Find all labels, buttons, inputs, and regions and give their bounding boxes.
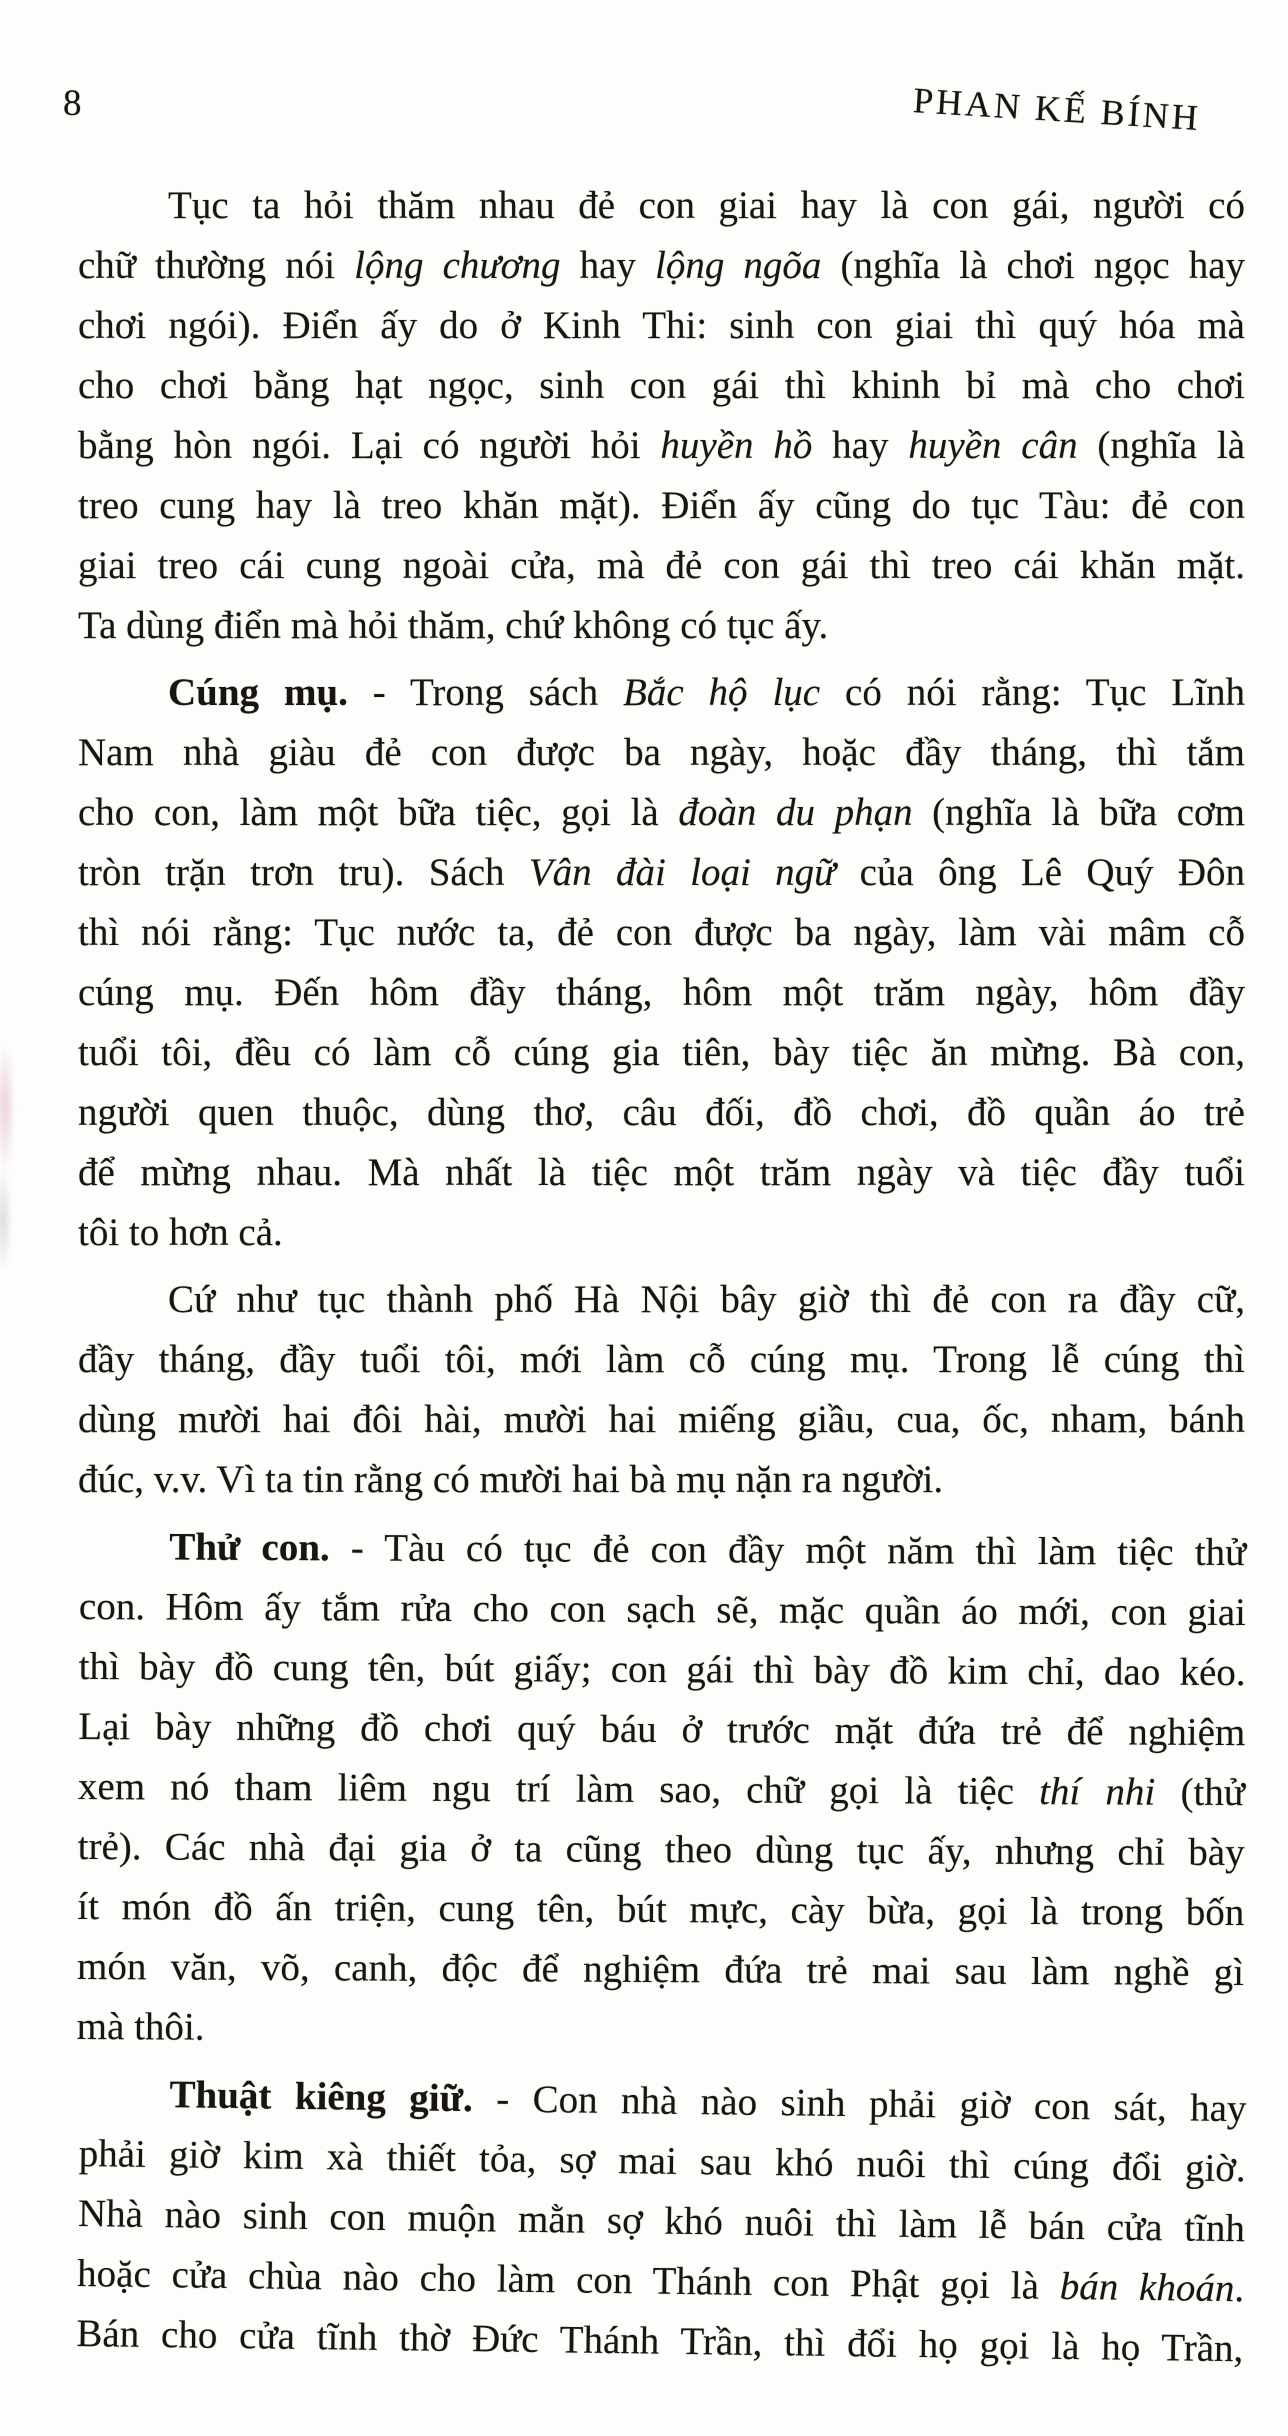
text-segment: Nam nhà giàu đẻ con được ba ngày, hoặc đầy tháng, thì tắm: [78, 731, 1245, 774]
text-segment: cúng mụ. Đến hôm đầy tháng, hôm một trăm ngày, hôm đầy: [78, 971, 1245, 1014]
text-segment: - Con nhà nào sinh phải giờ con sát, hay: [472, 2077, 1247, 2131]
text-segment: xem nó tham liêm ngu trí làm sao, chữ gọi là tiệc: [77, 1765, 1040, 1814]
italic-term: thí nhi: [1039, 1770, 1156, 1814]
text-line: [77, 1997, 1244, 2063]
text-line: [78, 783, 1245, 843]
text-line: [78, 1390, 1245, 1450]
text-segment: chơi ngói). Điển ấy do ở Kinh Thi: sinh con giai thì quý hóa mà: [78, 304, 1245, 347]
text-segment: dùng mười hai đôi hài, mười hai miếng giầu, cua, ốc, nham, bánh: [78, 1398, 1245, 1441]
text-segment: đúc, v.v. Vì ta tin rằng có mười hai bà mụ nặn ra người.: [78, 1458, 944, 1501]
italic-term: lộng chương: [354, 244, 561, 287]
text-line: [78, 476, 1245, 536]
text-line: [78, 723, 1245, 783]
text-line: [78, 1023, 1245, 1083]
running-title: PHAN KẾ BÍNH: [912, 80, 1202, 139]
paragraph: [78, 663, 1245, 1263]
text-segment: đầy tháng, đầy tuổi tôi, mới làm cỗ cúng mụ. Trong lễ cúng thì: [78, 1338, 1245, 1381]
text-line: [78, 843, 1245, 903]
text-line: [78, 536, 1245, 596]
text-segment: Tục ta hỏi thăm nhau đẻ con giai hay là con gái, người có: [168, 184, 1245, 227]
text-line: [78, 296, 1245, 356]
text-line: [78, 416, 1245, 476]
italic-term: lộng ngõa: [654, 244, 822, 287]
text-line: [78, 596, 1245, 656]
text-segment: Ta dùng điển mà hỏi thăm, chứ không có tục ấy.: [78, 604, 829, 647]
text-segment: bằng hòn ngói. Lại có người hỏi: [78, 424, 661, 467]
text-segment: - Tàu có tục đẻ con đầy một năm thì làm tiệc thử: [329, 1526, 1247, 1575]
text-segment: để mừng nhau. Mà nhất là tiệc một trăm ngày và tiệc đầy tuổi: [78, 1151, 1245, 1194]
text-segment: của ông Lê Quý Đôn: [835, 851, 1245, 894]
text-segment: trẻ). Các nhà đại gia ở ta cũng theo dùng tục ấy, nhưng chỉ bày: [77, 1824, 1245, 1875]
text-line: [78, 903, 1245, 963]
text-block: [76, 176, 1247, 2371]
text-line: [78, 1203, 1245, 1263]
text-segment: có nói rằng: Tục Lĩnh: [820, 671, 1245, 714]
text-segment: thì bày đồ cung tên, bút giấy; con gái thì bày đồ kim chỉ, dao kéo.: [78, 1645, 1246, 1695]
text-line: [78, 1083, 1245, 1143]
text-segment: giai treo cái cung ngoài cửa, mà đẻ con gái thì treo cái khăn mặt.: [78, 544, 1245, 587]
text-line: [78, 1637, 1245, 1703]
italic-term: huyền hồ: [660, 424, 813, 467]
paragraph: [78, 1270, 1245, 1510]
text-segment: món văn, võ, canh, độc để nghiệm đứa trẻ mai sau làm nghề gì: [76, 1944, 1245, 1995]
text-line: [79, 1577, 1246, 1643]
text-segment: .: [1234, 2267, 1245, 2311]
text-segment: hoặc cửa chùa nào cho làm con Thánh con Phật gọi là: [76, 2251, 1061, 2308]
scan-smudge: [0, 1165, 12, 1275]
text-segment: Bán cho cửa tĩnh thờ Đức Thánh Trần, thì đổi họ gọi là họ Trần,: [76, 2311, 1244, 2371]
text-line: [79, 1517, 1246, 1583]
text-line: [78, 1757, 1245, 1823]
text-line: [77, 1937, 1244, 2003]
text-segment: phải giờ kim xà thiết tỏa, sợ mai sau khó nuôi thì cúng đổi giờ.: [78, 2132, 1246, 2191]
italic-term: Vân đài loại ngữ: [528, 851, 836, 894]
text-segment: (nghĩa là chơi ngọc hay: [821, 244, 1246, 287]
run-in-heading: Thuật kiêng giữ.: [169, 2073, 474, 2121]
text-segment: thì nói rằng: Tục nước ta, đẻ con được ba ngày, làm vài mâm cỗ: [78, 911, 1245, 954]
italic-term: Bắc hộ lục: [623, 671, 821, 714]
text-segment: con. Hôm ấy tắm rửa cho con sạch sẽ, mặc quần áo mới, con giai: [78, 1585, 1247, 1635]
text-line: [78, 1697, 1245, 1763]
scan-smudge: [0, 1040, 15, 1175]
text-segment: ít món đồ ấn triện, cung tên, bút mực, cày bừa, gọi là trong bốn: [77, 1884, 1245, 1935]
text-line: [78, 236, 1245, 296]
text-segment: (nghĩa là bữa cơm: [912, 791, 1246, 834]
text-segment: chữ thường nói: [78, 244, 355, 287]
text-line: [78, 356, 1245, 416]
paragraph: [78, 176, 1245, 656]
run-in-heading: Thử con.: [169, 1525, 330, 1570]
text-line: [78, 963, 1245, 1023]
text-segment: Lại bày những đồ chơi quý báu ở trước mặt đứa trẻ để nghiệm: [78, 1705, 1246, 1755]
text-segment: Cứ như tục thành phố Hà Nội bây giờ thì đẻ con ra đầy cữ,: [168, 1278, 1245, 1321]
text-line: [78, 1330, 1245, 1390]
italic-term: đoàn du phạn: [678, 791, 913, 834]
paragraph: [76, 2064, 1247, 2379]
paragraph: [77, 1517, 1247, 2063]
text-segment: người quen thuộc, dùng thơ, câu đối, đồ chơi, đồ quần áo trẻ: [78, 1091, 1245, 1134]
italic-term: huyền cân: [908, 424, 1078, 467]
text-segment: treo cung hay là treo khăn mặt). Điển ấy cũng do tục Tàu: đẻ con: [78, 484, 1245, 527]
text-line: [78, 1143, 1245, 1203]
text-segment: cho chơi bằng hạt ngọc, sinh con gái thì khinh bỉ mà cho chơi: [78, 364, 1245, 407]
text-segment: hay: [560, 244, 655, 287]
text-line: [78, 663, 1245, 723]
run-in-heading: Cúng mụ.: [168, 671, 348, 714]
text-line: [78, 176, 1245, 236]
text-segment: tròn trặn trơn tru). Sách: [78, 851, 529, 894]
text-line: [78, 1450, 1245, 1510]
text-segment: hay: [812, 424, 909, 467]
text-segment: Nhà nào sinh con muộn mằn sợ khó nuôi thì làm lễ bán cửa tĩnh: [77, 2192, 1246, 2251]
text-line: [77, 1877, 1244, 1943]
text-segment: tuổi tôi, đều có làm cỗ cúng gia tiên, bày tiệc ăn mừng. Bà con,: [78, 1031, 1245, 1074]
page-number: 8: [63, 83, 82, 124]
text-line: [78, 1817, 1245, 1883]
text-segment: cho con, làm một bữa tiệc, gọi là: [78, 791, 679, 834]
text-segment: - Trong sách: [347, 671, 624, 714]
italic-term: bán khoán: [1059, 2264, 1235, 2311]
text-line: [78, 1270, 1245, 1330]
text-segment: (thử: [1155, 1770, 1246, 1815]
text-segment: tôi to hơn cả.: [78, 1211, 283, 1254]
text-segment: mà thôi.: [76, 2004, 205, 2049]
text-segment: (nghĩa là: [1077, 424, 1246, 467]
